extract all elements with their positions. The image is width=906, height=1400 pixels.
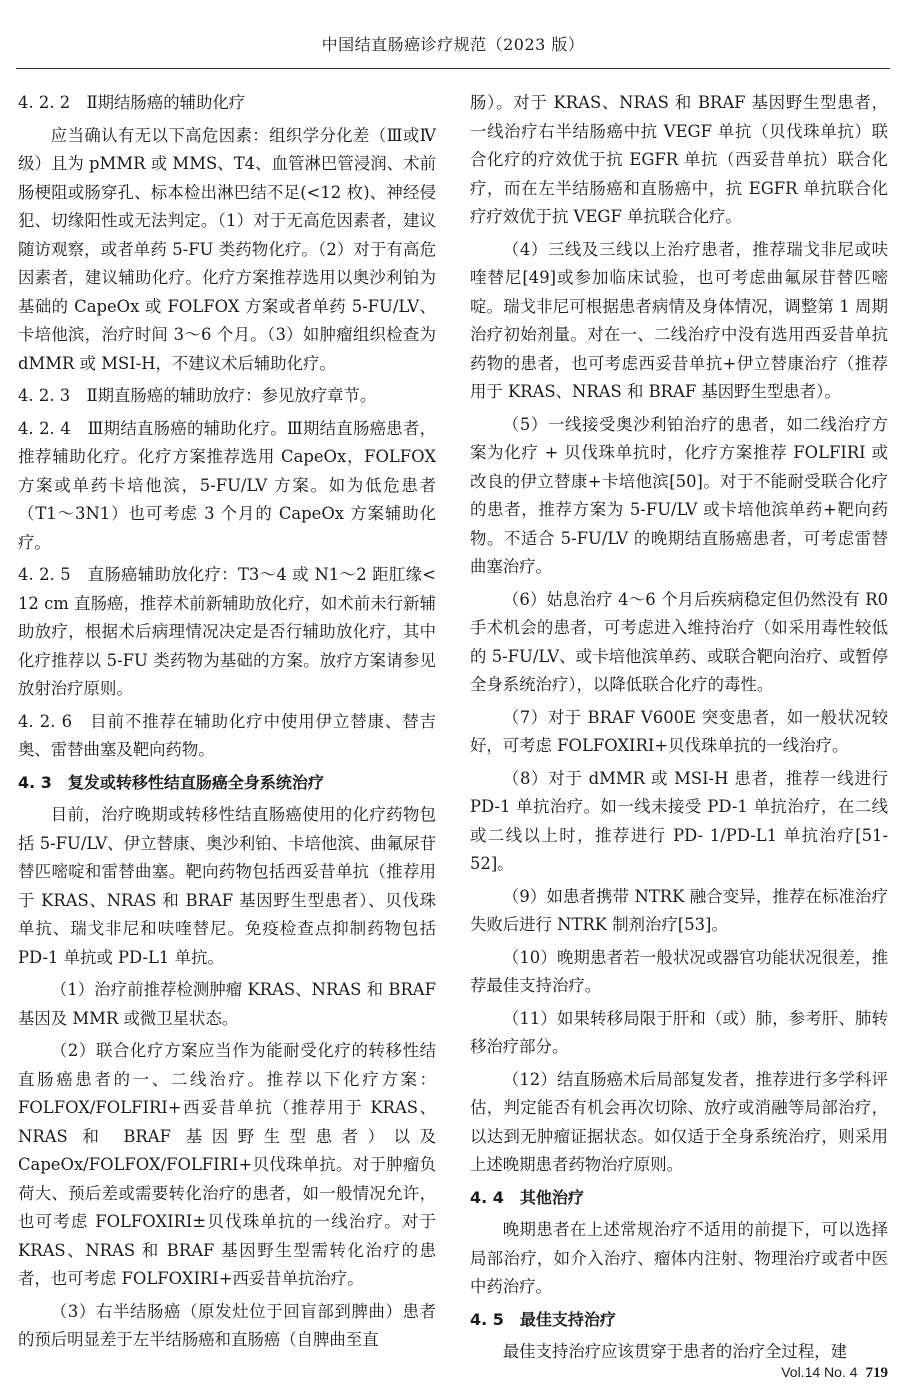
subsection-4-2-6: 4. 2. 6 目前不推荐在辅助化疗中使用伊立替康、替吉奥、雷替曲塞及靶向药物。 bbox=[18, 711, 436, 759]
paragraph: （10）晚期患者若一般状况或器官功能状况很差，推荐最佳支持治疗。 bbox=[470, 947, 888, 995]
running-title: 中国结直肠癌诊疗规范（2023 版） bbox=[321, 35, 585, 54]
paragraph: （12）结直肠癌术后局部复发者，推荐进行多学科评估，判定能否有机会再次切除、放疗或消融等局部治疗，以达到无肿瘤证据状态。如仅适于全身系统治疗，则采用上述晚期患者药物治疗原则。 bbox=[470, 1069, 888, 1174]
section-4-4-heading: 4. 4 其他治疗 bbox=[470, 1187, 584, 1207]
left-column bbox=[18, 89, 436, 1359]
subsection-4-2-3: 4. 2. 3 Ⅱ期直肠癌的辅助放疗：参见放疗章节。 bbox=[18, 386, 377, 405]
paragraph: 应当确认有无以下高危因素：组织学分化差（Ⅲ或Ⅳ级）且为 pMMR 或 MMS、T4、血管淋巴管浸润、术前肠梗阻或肠穿孔、标本检出淋巴结不足(<12 枚)、神经侵犯、切缘阳性或无法判定。（1）对于无高危因素者，建议随访观察，或者单药 5-FU 类药物化疗。（2）对于有高危因素者，建议辅助化疗。化疗方案推荐选用以奥沙利铂为基础的 CapeOx 或 FOLFOX 方案或者单药 5-FU/LV、卡培他滨，治疗时间 3～6 个月。（3）如肿瘤组织检查为 dMMR 或 MSI-H，不建议术后辅助化疗。 bbox=[18, 125, 436, 373]
right-column bbox=[470, 89, 888, 1371]
paragraph: （6）姑息治疗 4～6 个月后疾病稳定但仍然没有 R0 手术机会的患者，可考虑进入维持治疗（如采用毒性较低的 5-FU/LV、或卡培他滨单药、或联合靶向治疗、或暂停全身系统治疗），以降低联合化疗的毒性。 bbox=[470, 589, 888, 694]
section-4-5-heading: 4. 5 最佳支持治疗 bbox=[470, 1309, 616, 1329]
paragraph: 晚期患者在上述常规治疗不适用的前提下，可以选择局部治疗，如介入治疗、瘤体内注射、物理治疗或者中医中药治疗。 bbox=[470, 1220, 888, 1296]
subsection-4-2-4: 4. 2. 4 Ⅲ期结直肠癌的辅助化疗。Ⅲ期结直肠癌患者，推荐辅助化疗。化疗方案推荐选用 CapeOx，FOLFOX 方案或单药卡培他滨，5-FU/LV 方案。如为低危患者（T1～3N1）也可考虑 3 个月的 CapeOx 方案辅助化疗。 bbox=[18, 418, 436, 552]
paragraph: （9）如患者携带 NTRK 融合变异，推荐在标准治疗失败后进行 NTRK 制剂治疗[53]。 bbox=[470, 886, 888, 934]
paragraph: 目前，治疗晚期或转移性结直肠癌使用的化疗药物包括 5-FU/LV、伊立替康、奥沙利铂、卡培他滨、曲氟尿苷替匹嘧啶和雷替曲塞。靶向药物包括西妥昔单抗（推荐用于 KRAS、NRAS 和 BRAF 基因野生型患者）、贝伐珠单抗、瑞戈非尼和呋喹替尼。免疫检查点抑制药物包括 PD-1 单抗或 PD-L1 单抗。 bbox=[18, 805, 436, 967]
paragraph: （8）对于 dMMR 或 MSI-H 患者，推荐一线进行 PD-1 单抗治疗。如一线未接受 PD-1 单抗治疗，在二线或二线以上时，推荐进行 PD- 1/PD-L1 单抗治疗[51-52]。 bbox=[470, 768, 888, 873]
subsection-4-2-2-heading: 4. 2. 2 Ⅱ期结肠癌的辅助化疗 bbox=[18, 93, 246, 112]
paragraph: 肠）。对于 KRAS、NRAS 和 BRAF 基因野生型患者，一线治疗右半结肠癌中抗 VEGF 单抗（贝伐珠单抗）联合化疗的疗效优于抗 EGFR 单抗（西妥昔单抗）联合化疗，而在左半结肠癌和直肠癌中，抗 EGFR 单抗联合化疗疗效优于抗 VEGF 单抗联合化疗。 bbox=[470, 93, 888, 226]
page-number: 719 bbox=[865, 1365, 888, 1381]
paragraph: （11）如果转移局限于肝和（或）肺，参考肝、肺转移治疗部分。 bbox=[470, 1008, 888, 1056]
paragraph: （2）联合化疗方案应当作为能耐受化疗的转移性结直肠癌患者的一、二线治疗。推荐以下化疗方案：FOLFOX/FOLFIRI+西妥昔单抗（推荐用于 KRAS、NRAS 和 BRAF 基因野生型患者）以及 CapeOx/FOLFOX/FOLFIRI+贝伐珠单抗。对于肿瘤负荷大、预后差或需要转化治疗的患者，如一般情况允许，也可考虑 FOLFOXIRI±贝伐珠单抗的一线治疗。对于 KRAS、NRAS 和 BRAF 基因野生型需转化治疗的患者，也可考虑 FOLFOXIRI+西妥昔单抗治疗。 bbox=[18, 1041, 436, 1288]
paragraph: （1）治疗前推荐检测肿瘤 KRAS、NRAS 和 BRAF 基因及 MMR 或微卫星状态。 bbox=[18, 980, 436, 1028]
paragraph: （7）对于 BRAF V600E 突变患者，如一般状况较好，可考虑 FOLFOXIRI+贝伐珠单抗的一线治疗。 bbox=[470, 707, 888, 755]
paragraph: （3）右半结肠癌（原发灶位于回盲部到脾曲）患者的预后明显差于左半结肠癌和直肠癌（自脾曲至直 bbox=[18, 1301, 436, 1349]
section-4-3-heading: 4. 3 复发或转移性结直肠癌全身系统治疗 bbox=[18, 772, 324, 792]
subsection-4-2-5: 4. 2. 5 直肠癌辅助放化疗：T3～4 或 N1～2 距肛缘< 12 cm 直肠癌，推荐术前新辅助放化疗，如术前未行新辅助放疗，根据术后病理情况决定是否行辅助放化疗，其中化疗推荐以 5-FU 类药物为基础的方案。放疗方案请参见放射治疗原则。 bbox=[18, 565, 436, 698]
volume-issue: Vol.14 No. 4 bbox=[781, 1364, 858, 1380]
paragraph: （5）一线接受奥沙利铂治疗的患者，如二线治疗方案为化疗 + 贝伐珠单抗时，化疗方案推荐 FOLFIRI 或改良的伊立替康+卡培他滨[50]。对于不能耐受联合化疗的患者，推荐方案为 5-FU/LV 或卡培他滨单药+靶向药物。不适合 5-FU/LV 的晚期结直肠癌患者，可考虑雷替曲塞治疗。 bbox=[470, 414, 888, 576]
header-rule bbox=[16, 68, 890, 69]
page-footer bbox=[781, 1364, 888, 1382]
paragraph: （4）三线及三线以上治疗患者，推荐瑞戈非尼或呋喹替尼[49]或参加临床试验，也可考虑曲氟尿苷替匹嘧啶。瑞戈非尼可根据患者病情及身体情况，调整第 1 周期治疗初始剂量。对在一、二线治疗中没有选用西妥昔单抗药物的患者，也可考虑西妥昔单抗+伊立替康治疗（推荐用于 KRAS、NRAS 和 BRAF 基因野生型患者）。 bbox=[470, 239, 888, 401]
paragraph: 最佳支持治疗应该贯穿于患者的治疗全过程，建 bbox=[502, 1342, 847, 1361]
